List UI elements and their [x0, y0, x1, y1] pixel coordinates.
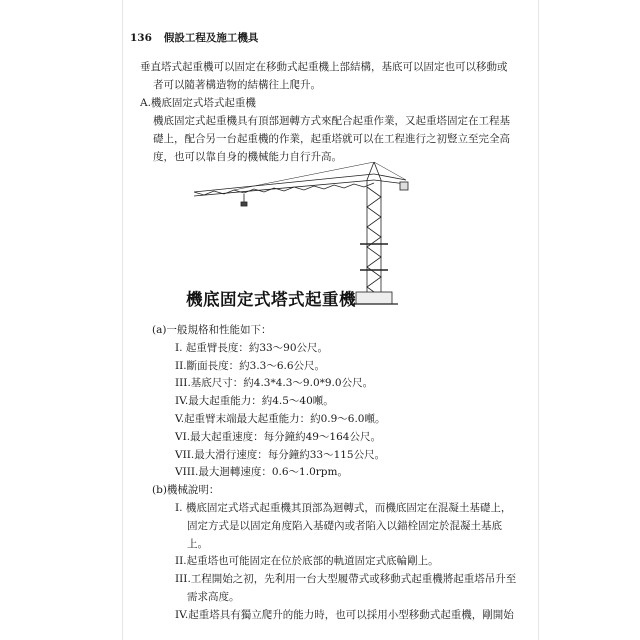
spec-item: VI.最大起重速度：每分鐘約49～164公尺。: [175, 430, 381, 443]
mechanism-item-1-line-2: 固定方式是以固定角度陷入基礎內或者陷入以錨栓固定於混凝土基底: [187, 519, 502, 532]
mechanism-item-1-line-3: 上。: [187, 537, 208, 550]
intro-line-2: 者可以隨著構造物的結構往上爬升。: [153, 79, 321, 91]
chapter-title: 假設工程及施工機具: [163, 32, 259, 44]
mechanism-item-4-line-1: IV.起重塔具有獨立爬升的能力時，也可以採用小型移動式起重機，剛開始: [175, 608, 514, 621]
section-a-line-2: 礎上，配合另一台起重機的作業，起重塔就可以在工程進行之初豎立至完全高: [153, 133, 510, 145]
figure-caption: 機底固定式塔式起重機: [186, 290, 356, 309]
spec-item: VIII.最大迴轉速度：0.6～1.0rpm。: [175, 466, 348, 479]
mechanism-heading: (b)機械說明：: [152, 484, 220, 497]
spec-item: IV.最大起重能力：約4.5～40噸。: [175, 395, 334, 408]
running-head: [130, 30, 530, 45]
section-a-line-3: 度，也可以靠自身的機械能力自行升高。: [153, 151, 342, 163]
spec-item: VII.最大滑行速度：每分鐘約33～115公尺。: [175, 448, 386, 461]
spec-item: V.起重臂末端最大起重能力：約0.9～6.0噸。: [175, 412, 386, 425]
mechanism-item-1-line-1: I. 機底固定式塔式起重機其頂部為迴轉式，而機底固定在混凝土基礎上，: [175, 501, 512, 514]
mechanism-item-3-line-1: III.工程開始之初，先利用一台大型履帶式或移動式起重機將起重塔吊升至: [175, 573, 517, 586]
page-edge-right: [538, 0, 539, 640]
spec-item: III.基底尺寸：約4.3*4.3～9.0*9.0公尺。: [175, 377, 374, 390]
section-a-line-1: 機底固定式起重機具有頂部迴轉方式來配合起重作業，又起重塔固定在工程基: [153, 115, 510, 127]
mechanism-item-2-line-1: II.起重塔也可能固定在位於底部的軌道固定式底輪剛上。: [175, 555, 439, 568]
specs-heading: (a)一般規格和性能如下：: [152, 324, 272, 336]
intro-line-1: 垂直塔式起重機可以固定在移動式起重機上部結構，基底可以固定也可以移動或: [140, 61, 508, 73]
spec-item: II.斷面長度：約3.3～6.6公尺。: [175, 359, 326, 372]
page-number: 136: [130, 32, 152, 44]
body-text: [140, 58, 520, 166]
mechanism-item-3-line-2: 需求高度。: [187, 590, 240, 603]
section-a-heading: A.機底固定式塔式起重機: [140, 97, 256, 109]
page-edge-left: [122, 0, 123, 640]
spec-item: I. 起重臂長度：約33～90公尺。: [175, 341, 329, 354]
specifications-section: [152, 322, 532, 625]
